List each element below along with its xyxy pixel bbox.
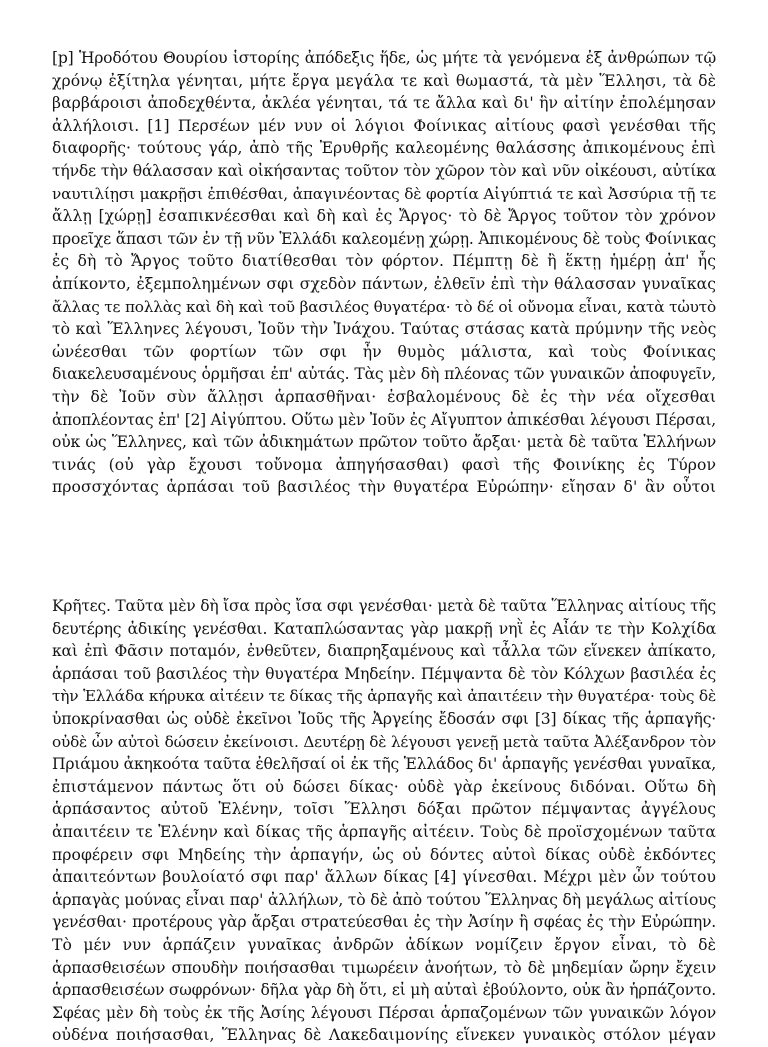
text-line: χρόνῳ ἐξίτηλα γένηται, μήτε ἔργα μεγάλα τε καὶ θωμαστά, τὰ μὲν Ἕλλησι, τὰ δὲ [52, 71, 716, 90]
text-line: ἄλλῃ [χώρῃ] ἐσαπικνέεσθαι καὶ δὴ καὶ ἐς Ἄργος· τὸ δὲ Ἄργος τοῦτον τὸν χρόνον [52, 207, 716, 226]
text-line: Κρῆτες. Ταῦτα μὲν δὴ ἴσα πρὸς ἴσα σφι γενέσθαι· μετὰ δὲ ταῦτα Ἕλληνας αἰτίους τῆς [52, 597, 716, 615]
text-line: οὐκ ὡς Ἕλληνες, καὶ τῶν ἀδικημάτων πρῶτον τοῦτο ἄρξαι· μετὰ δὲ ταῦτα Ἑλλήνων [52, 433, 716, 452]
text-line: ἀπαιτέειν τε Ἑλένην καὶ δίκας τῆς ἁρπαγῆς αἰτέειν. Τοὺς δὲ προϊσχομένων ταῦτα [52, 822, 716, 841]
text-line: ἁρπασθεισέων σπουδὴν ποιήσασθαι τιμωρέειν ἀνοήτων, τὸ δὲ μηδεμίαν ὤρην ἔχειν [52, 958, 716, 977]
text-line: Τὸ μέν νυν ἁρπάζειν γυναῖκας ἀνδρῶν ἀδίκων νομίζειν ἔργον εἶναι, τὸ δὲ [52, 935, 716, 954]
text-line: Σφέας μὲν δὴ τοὺς ἐκ τῆς Ἀσίης λέγουσι Πέρσαι ἁρπαζομένων τῶν γυναικῶν λόγον [52, 1003, 716, 1022]
text-line: ἀπαιτεόντων βουλοίατό σφι παρ' ἄλλων δίκας [4] γίνεσθαι. Μέχρι μὲν ὦν τούτου [52, 868, 716, 887]
text-line: προεῖχε ἅπασι τῶν ἐν τῇ νῦν Ἑλλάδι καλεομένῃ χώρῃ. Ἀπικομένους δὲ τοὺς Φοίνικας [52, 229, 716, 248]
text-line: προσσχόντας ἁρπάσαι τοῦ βασιλέος τὴν θυγατέρα Εὐρώπην· εἴησαν δ' ἂν οὗτοι [52, 478, 716, 497]
text-line: τὴν Ἑλλάδα κήρυκα αἰτέειν τε δίκας τῆς ἁρπαγῆς καὶ ἀπαιτέειν τὴν θυγατέρα· τοὺς δὲ [52, 687, 716, 706]
text-line: γενέσθαι· προτέρους γὰρ ἄρξαι στρατεύεσθαι ἐς τὴν Ἀσίην ἢ σφέας ἐς τὴν Εὐρώπην. [52, 913, 716, 932]
text-line: ἀλλήλοισι. [1] Περσέων μέν νυν οἱ λόγιοι Φοίνικας αἰτίους φασὶ γενέσθαι τῆς [52, 116, 716, 135]
text-line: ἁρπάσαντος αὐτοῦ Ἑλένην, τοῖσι Ἕλλησι δόξαι πρῶτον πέμψαντας ἀγγέλους [52, 800, 716, 819]
text-line: ἐς δὴ τὸ Ἄργος τοῦτο διατίθεσθαι τὸν φόρτον. Πέμπτῃ δὲ ἢ ἕκτῃ ἡμέρῃ ἀπ' ἧς [52, 252, 716, 271]
text-line: προφέρειν σφι Μηδείης τὴν ἁρπαγήν, ὡς οὐ δόντες αὐτοὶ δίκας οὐδὲ ἐκδόντες [52, 845, 716, 864]
text-line: ἀπίκοντο, ἐξεμπολημένων σφι σχεδὸν πάντων, ἐλθεῖν ἐπὶ τὴν θάλασσαν γυναῖκας [52, 274, 716, 293]
text-line: τὸ καὶ Ἕλληνες λέγουσι, Ἰοῦν τὴν Ἰνάχου. Ταύτας στάσας κατὰ πρύμνην τῆς νεὸς [52, 320, 717, 339]
text-line: τὴν δὲ Ἰοῦν σὺν ἄλλῃσι ἁρπασθῆναι· ἐσβαλομένους δὲ ἐς τὴν νέα οἴχεσθαι [52, 387, 716, 406]
text-block-top [52, 47, 716, 499]
text-line: δευτέρης ἀδικίης γενέσθαι. Καταπλώσαντας γὰρ μακρῇ νηῒ ἐς Αἶάν τε τὴν Κολχίδα [52, 619, 716, 638]
text-line: ἀποπλέοντας ἐπ' [2] Αἰγύπτου. Οὕτω μὲν Ἰοῦν ἐς Αἴγυπτον ἀπικέσθαι λέγουσι Πέρσαι, [52, 410, 716, 429]
text-line: ὠνέεσθαι τῶν φορτίων τῶν σφι ἦν θυμὸς μάλιστα, καὶ τοὺς Φοίνικας [52, 342, 716, 361]
text-line: βαρβάροισι ἀποδεχθέντα, ἀκλέα γένηται, τά τε ἄλλα καὶ δι' ἣν αἰτίην ἐπολέμησαν [52, 94, 716, 113]
text-line: ἐπιστάμενον πάντως ὅτι οὐ δώσει δίκας· οὐδὲ γὰρ ἐκείνους διδόναι. Οὕτω δὴ [52, 777, 716, 796]
text-line: τήνδε τὴν θάλασσαν καὶ οἰκήσαντας τοῦτον τὸν χῶρον τὸν καὶ νῦν οἰκέουσι, αὐτίκα [52, 161, 716, 180]
text-line: οὐδένα ποιήσασθαι, Ἕλληνας δὲ Λακεδαιμονίης εἵνεκεν γυναικὸς στόλον μέγαν [52, 1026, 716, 1045]
text-line: ναυτιλίῃσι μακρῇσι ἐπιθέσθαι, ἀπαγινέοντας δὲ φορτία Αἰγύπτιά τε καὶ Ἀσσύρια τῇ τε [52, 184, 716, 203]
text-line: ἁρπαγὰς μούνας εἶναι παρ' ἀλλήλων, τὸ δὲ ἀπὸ τούτου Ἕλληνας δὴ μεγάλως αἰτίους [52, 890, 716, 909]
text-line: ὑποκρίνασθαι ὡς οὐδὲ ἐκεῖνοι Ἰοῦς τῆς Ἀργείης ἔδοσάν σφι [3] δίκας τῆς ἁρπαγῆς· [52, 709, 716, 728]
text-line: ἁρπάσαι τοῦ βασιλέος τὴν θυγατέρα Μηδείην. Πέμψαντα δὲ τὸν Κόλχων βασιλέα ἐς [52, 664, 716, 683]
text-line: οὐδὲ ὦν αὐτοὶ δώσειν ἐκείνοισι. Δευτέρῃ δὲ λέγουσι γενεῇ μετὰ ταῦτα Ἀλέξανδρον τὸν [52, 732, 716, 751]
text-line: διακελευσαμένους ὁρμῆσαι ἐπ' αὐτάς. Τὰς μὲν δὴ πλέονας τῶν γυναικῶν ἀποφυγεῖν, [52, 365, 716, 384]
text-line: ἄλλας τε πολλὰς καὶ δὴ καὶ τοῦ βασιλέος θυγατέρα· τὸ δέ οἱ οὔνομα εἶναι, κατὰ τὠυτὸ [52, 297, 716, 316]
text-line: διαφορῆς· τούτους γάρ, ἀπὸ τῆς Ἐρυθρῆς καλεομένης θαλάσσης ἀπικομένους ἐπὶ [52, 139, 716, 158]
text-block-bottom [52, 595, 716, 1047]
text-line: καὶ ἐπὶ Φᾶσιν ποταμόν, ἐνθεῦτεν, διαπρηξαμένους καὶ τἆλλα τῶν εἵνεκεν ἀπίκατο, [52, 642, 716, 661]
text-line: [p] Ἡροδότου Θουρίου ἱστορίης ἀπόδεξις ἥδε, ὡς μήτε τὰ γενόμενα ἐξ ἀνθρώπων τῷ [52, 49, 716, 67]
text-line: Πριάμου ἀκηκοότα ταῦτα ἐθελῆσαί οἱ ἐκ τῆς Ἑλλάδος δι' ἁρπαγῆς γενέσθαι γυναῖκα, [52, 755, 716, 774]
text-line: ἁρπασθεισέων σωφρόνων· δῆλα γὰρ δὴ ὅτι, εἰ μὴ αὐταὶ ἐβούλοντο, οὐκ ἂν ἡρπάζοντο. [52, 981, 716, 1000]
text-line: τινάς (οὐ γὰρ ἔχουσι τοὔνομα ἀπηγήσασθαι) φασὶ τῆς Φοινίκης ἐς Τύρον [52, 455, 716, 474]
